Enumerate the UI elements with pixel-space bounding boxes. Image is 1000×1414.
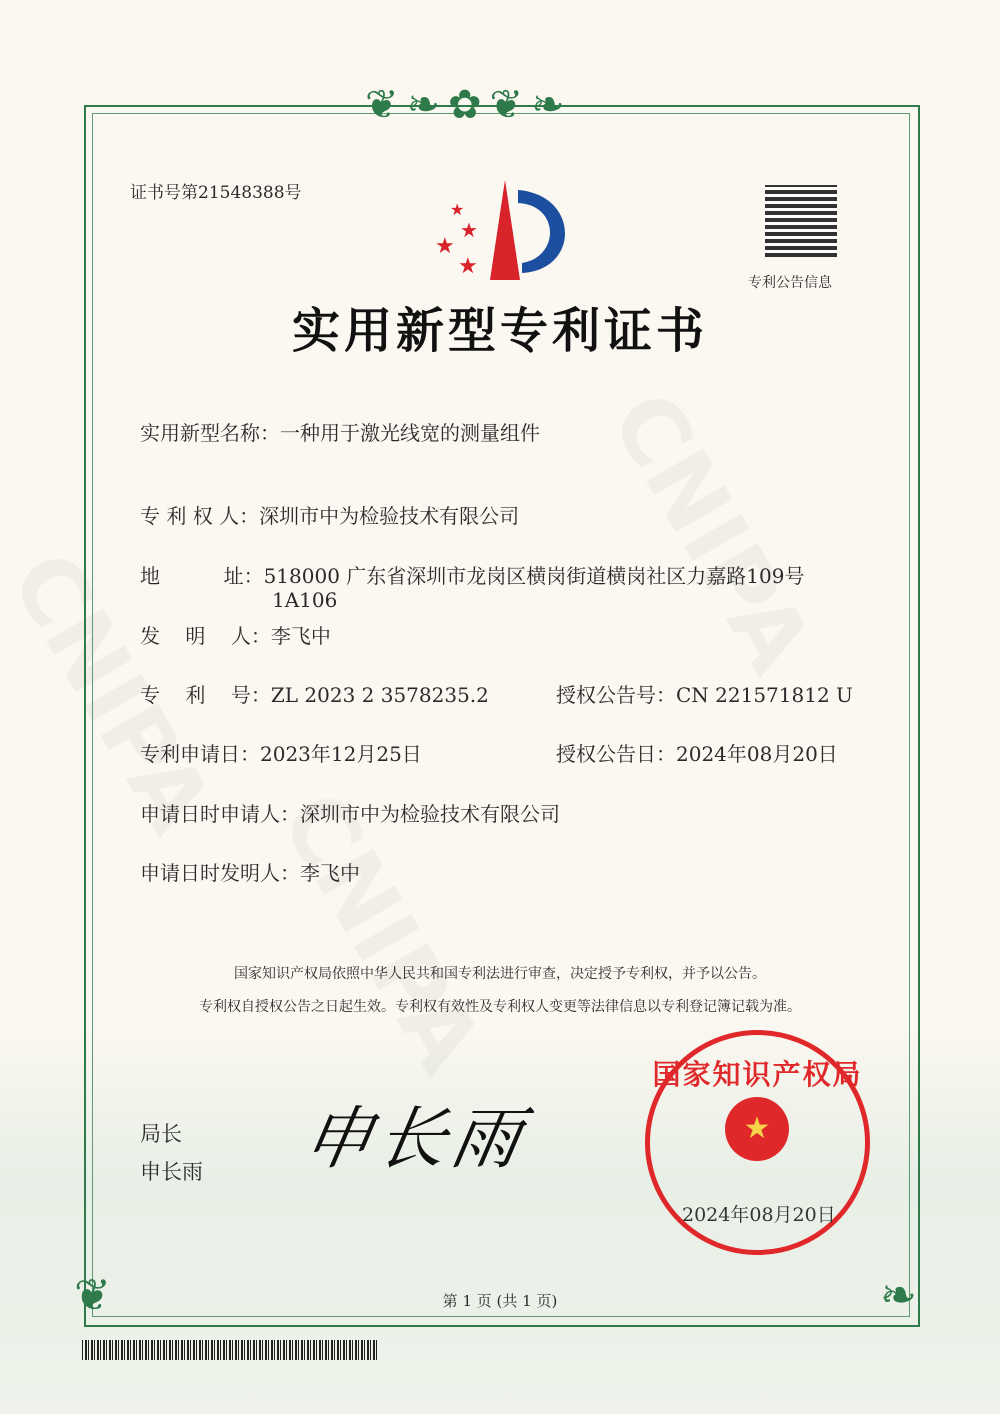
top-ornament-icon: ❦❧✿❦❧ [365,82,573,128]
application-date: 2023年12月25日 [260,742,422,766]
cnipa-logo [430,175,580,285]
signature: 申长雨 [296,1100,533,1179]
field-label: 实用新型名称： [140,421,280,445]
inventor-at-filing: 李飞中 [300,861,360,885]
svg-text:★: ★ [435,234,455,259]
applicant-at-filing: 深圳市中为检验技术有限公司 [300,802,560,826]
field-label: 专 利 号： [140,683,271,707]
qr-code[interactable] [765,185,837,257]
svg-text:★: ★ [458,254,478,279]
barcode [82,1340,378,1360]
svg-text:★: ★ [450,200,465,219]
page-title: 实用新型专利证书 [291,303,708,359]
corner-ornament-icon: ❦ [74,1270,111,1321]
notice-line: 国家知识产权局依照中华人民共和国专利法进行审查，决定授予专利权，并予以公告。 [234,966,766,982]
seal-text: 国家知识产权局 [652,1058,863,1091]
grant-publication-number: CN 221571812 U [676,683,853,707]
patent-number: ZL 2023 2 3578235.2 [270,683,489,707]
field-label: 专利申请日： [140,742,260,766]
field-label: 专 利 权 人： [140,504,260,528]
patentee: 深圳市中为检验技术有限公司 [259,504,520,528]
corner-ornament-icon: ❧ [880,1270,917,1321]
field-label: 授权公告日： [556,742,676,766]
signatory-name: 申长雨 [140,1160,203,1184]
address-line2: 1A106 [272,588,338,612]
certificate-number: 证书号第21548388号 [130,183,302,203]
field-label: 申请日时发明人： [140,861,300,885]
seal-date: 2024年08月20日 [682,1204,836,1226]
grant-publication-date: 2024年08月20日 [676,742,838,766]
qr-caption: 专利公告信息 [748,275,832,291]
utility-model-name: 一种用于激光线宽的测量组件 [280,421,540,445]
inventor: 李飞中 [270,624,331,648]
national-emblem-icon: ★ [725,1097,789,1161]
notice-line: 专利权自授权公告之日起生效。专利权有效性及专利权人变更等法律信息以专利登记簿记载为准。 [199,999,801,1015]
field-label: 发 明 人： [140,624,271,648]
address: 518000 广东省深圳市龙岗区横岗街道横岗社区力嘉路109号 [263,564,805,588]
signatory-title: 局长 [140,1122,182,1146]
svg-text:★: ★ [460,218,478,242]
page-footer: 第 1 页 (共 1 页) [442,1292,558,1310]
field-label: 授权公告号： [556,683,676,707]
field-label: 申请日时申请人： [140,802,300,826]
field-label: 地 址： [140,564,264,588]
